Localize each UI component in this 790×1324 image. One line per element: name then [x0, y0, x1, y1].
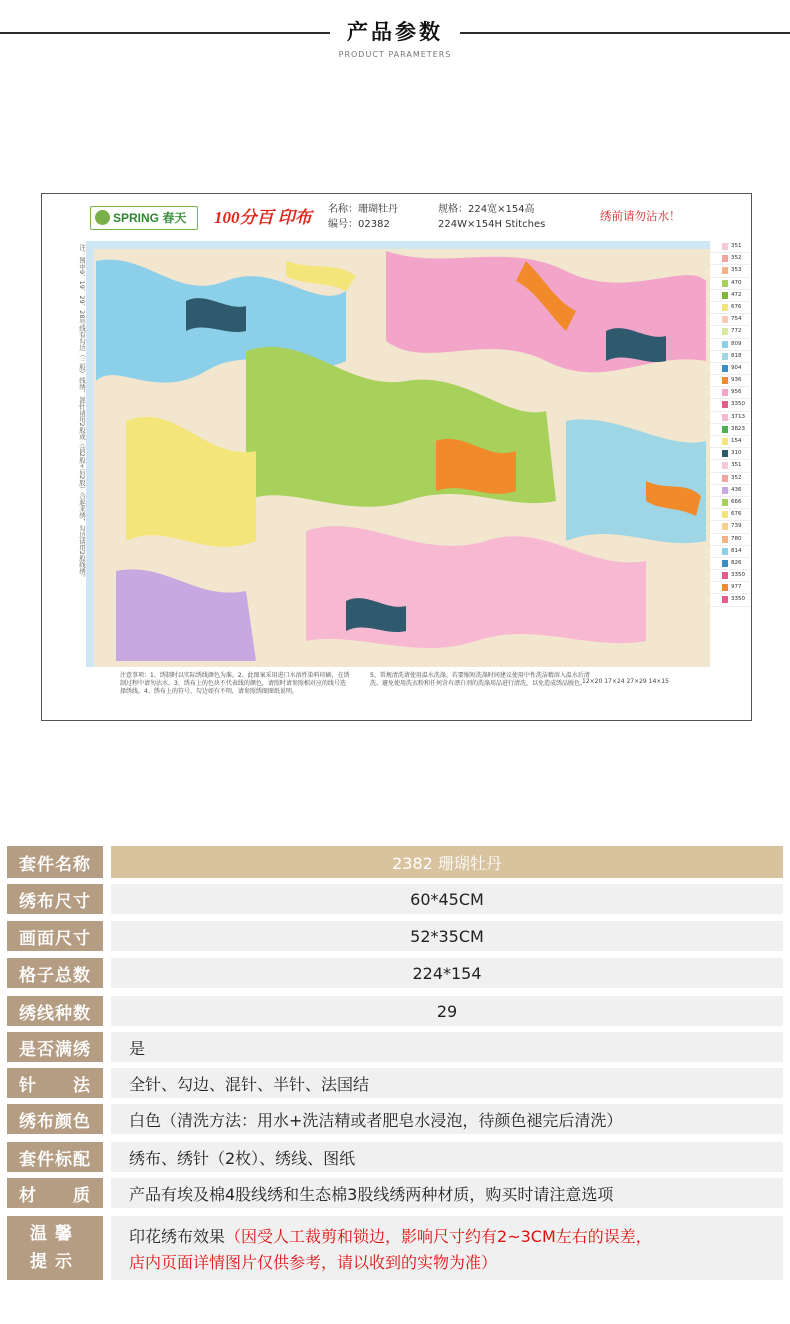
- spec-value: 52*35CM: [111, 921, 783, 951]
- legend-row: [710, 521, 750, 533]
- tip-label-line-2: 提示: [30, 1252, 80, 1272]
- spec-row-material: [7, 1178, 783, 1208]
- pattern-chart-image: [41, 193, 752, 721]
- pattern-name: 名称：珊瑚牡丹: [328, 204, 398, 215]
- legend-row: [710, 436, 750, 448]
- legend-code: 754: [731, 316, 742, 323]
- legend-code: 352: [731, 255, 742, 262]
- legend-code: 676: [731, 303, 742, 310]
- spec-label: 材 质: [7, 1178, 103, 1208]
- spec-row-tip: [7, 1216, 783, 1280]
- section-header: [0, 0, 790, 70]
- legend-row: [710, 424, 750, 436]
- legend-row: [710, 265, 750, 277]
- legend-row: [710, 582, 750, 594]
- legend-code: 310: [731, 450, 742, 457]
- spec-label: 绣布颜色: [7, 1104, 103, 1134]
- legend-row: [710, 460, 750, 472]
- spring-logo: [90, 206, 198, 230]
- legend-row: [710, 546, 750, 558]
- legend-row: [710, 570, 750, 582]
- spec-value: 2382 珊瑚牡丹: [111, 846, 783, 878]
- cloth-count: 12×20: [582, 678, 603, 685]
- spec-label: 针 法: [7, 1068, 103, 1098]
- spec-label: 套件标配: [7, 1142, 103, 1172]
- tip-text: [111, 1216, 783, 1280]
- chart-notes: [90, 672, 610, 716]
- spec-value: 白色（清洗方法：用水+洗洁精或者肥皂水浸泡，待颜色褪完后清洗）: [111, 1104, 783, 1134]
- spec-row-thread-types: [7, 996, 783, 1026]
- notes-column-2: 5、常规清洗请使用温水洗涤，若要缩短洗涤时间建议使用中性洗洁精溶入温水后清洗。避免使用洗衣粉和任何含有漂白剂的洗涤用品进行清洗，以免造成绣品脱色。: [370, 672, 590, 687]
- legend-row: [710, 497, 750, 509]
- section-subtitle: PRODUCT PARAMETERS: [338, 50, 452, 59]
- brand-logo: 100分百 印布: [214, 208, 312, 227]
- legend-code: 3823: [731, 425, 745, 432]
- wash-warning: 绣前请勿沾水！: [600, 209, 681, 223]
- legend-row: [710, 290, 750, 302]
- header-rule-right: [460, 32, 790, 34]
- legend-code: 666: [731, 498, 742, 505]
- legend-code: 154: [731, 438, 742, 444]
- legend-row: [710, 339, 750, 351]
- legend-row: [710, 363, 750, 375]
- legend-code: 3350: [731, 401, 745, 408]
- legend-code: 676: [731, 511, 742, 518]
- legend-code: 436: [731, 486, 742, 493]
- pattern-stitches: 224W×154H Stitches: [438, 219, 546, 230]
- legend-code: 472: [731, 291, 742, 298]
- spec-value: 全针、勾边、混针、半针、法国结: [111, 1068, 783, 1098]
- spec-value: 产品有埃及棉4股线绣和生态棉3股线绣两种材质，购买时请注意选项: [111, 1178, 783, 1208]
- spec-row-stitch: [7, 1068, 783, 1098]
- spec-label: 格子总数: [7, 958, 103, 988]
- legend-row: [710, 326, 750, 338]
- side-notes: 注：图中9、19、29、28号线有勾边（三股）线绣，混针请用2股或（前2股+后2股）合起来绣，勾边请用2股线绣。: [78, 244, 86, 581]
- legend-row: [710, 375, 750, 387]
- legend-row: [710, 558, 750, 570]
- spec-row-full-embroidery: [7, 1032, 783, 1062]
- header-rule-left: [0, 32, 330, 34]
- spec-label: 画面尺寸: [7, 921, 103, 951]
- legend-row: [710, 302, 750, 314]
- legend-code: 470: [731, 279, 742, 286]
- spec-label: 套件名称: [7, 846, 103, 878]
- cloth-count-table: [582, 678, 704, 712]
- tip-red-1: （因受人工裁剪和锁边，影响尺寸约有2~3CM左右的误差，: [225, 1227, 652, 1246]
- legend-code: 826: [731, 559, 742, 566]
- pattern-number: 编号：02382: [328, 219, 390, 230]
- legend-row: [710, 314, 750, 326]
- legend-code: 351: [731, 462, 742, 469]
- legend-code: 818: [731, 352, 742, 359]
- legend-code: 780: [731, 535, 742, 542]
- legend-row: [710, 278, 750, 290]
- legend-row: [710, 473, 750, 485]
- legend-row: [710, 594, 750, 606]
- legend-code: 353: [731, 267, 742, 274]
- spec-label: 绣线种数: [7, 996, 103, 1026]
- logo-ball-icon: [95, 210, 110, 225]
- legend-code: 3350: [731, 572, 745, 579]
- spec-value: 绣布、绣针（2枚）、绣线、图纸: [111, 1142, 783, 1172]
- logo-text: SPRING 春天: [113, 211, 187, 225]
- legend-row: [710, 485, 750, 497]
- legend-code: 956: [731, 389, 742, 396]
- spec-value: 是: [111, 1032, 783, 1062]
- legend-code: 904: [731, 364, 742, 371]
- legend-row: [710, 253, 750, 265]
- cloth-count: 27×29: [626, 678, 647, 685]
- legend-row: [710, 448, 750, 460]
- spec-row-kit-name: [7, 846, 783, 878]
- spec-row-cloth-color: [7, 1104, 783, 1134]
- spec-row-picture-size: [7, 921, 783, 951]
- spec-value: 60*45CM: [111, 884, 783, 914]
- legend-code: 3350: [731, 596, 745, 603]
- pattern-grid: [86, 241, 710, 667]
- spec-value: 29: [111, 996, 783, 1026]
- legend-code: 814: [731, 547, 742, 554]
- legend-row: [710, 387, 750, 399]
- spec-row-cloth-size: [7, 884, 783, 914]
- legend-code: 772: [731, 328, 742, 335]
- legend-row: [710, 241, 750, 253]
- pattern-size: 规格：224宽×154高: [438, 204, 535, 215]
- legend-code: 936: [731, 377, 742, 384]
- legend-code: 352: [731, 474, 742, 481]
- legend-row: [710, 399, 750, 411]
- legend-code: 809: [731, 340, 742, 347]
- tip-red-2: 店内页面详情图片仅供参考，请以收到的实物为准）: [129, 1253, 498, 1272]
- cloth-count: 17×24: [604, 678, 625, 685]
- legend-code: 351: [731, 243, 742, 249]
- legend-row: [710, 351, 750, 363]
- legend-code: 3713: [731, 413, 745, 420]
- spec-label: [7, 1216, 103, 1280]
- tip-label-line-1: 温馨: [30, 1224, 80, 1244]
- spec-label: 是否满绣: [7, 1032, 103, 1062]
- spec-row-kit-contents: [7, 1142, 783, 1172]
- spec-row-grid-total: [7, 958, 783, 988]
- legend-row: [710, 534, 750, 546]
- cloth-count: 14×15: [648, 678, 669, 685]
- legend-row: [710, 509, 750, 521]
- thread-legend: [710, 241, 750, 701]
- spec-label: 绣布尺寸: [7, 884, 103, 914]
- legend-code: 739: [731, 523, 742, 530]
- spec-value: 224*154: [111, 958, 783, 988]
- section-title: 产品参数: [347, 20, 443, 44]
- tip-lead: 印花绣布效果: [129, 1227, 226, 1246]
- legend-code: 977: [731, 584, 742, 591]
- legend-row: [710, 412, 750, 424]
- notes-column-1: 注意事项：1、绣制时以实际绣线颜色为准。2、此图案采用进口水溶性染料印刷，在绣制过程中请勿沾水。3、绣布上的色块不代表线的颜色，请照时请参照相对应的线号选择绣线。4、绣布上的符号、勾边如有不明，请参照绣图图纸说明。: [120, 672, 350, 695]
